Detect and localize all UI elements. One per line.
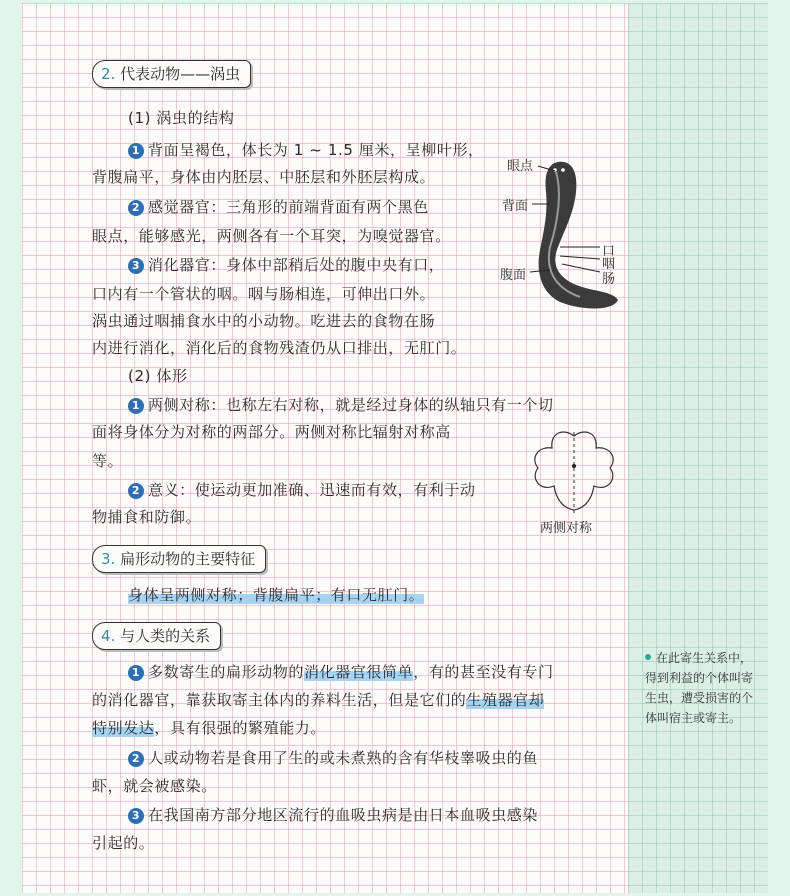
highlight-digestive: 消化器官很简单	[304, 663, 414, 681]
badge-2: 2	[128, 200, 144, 216]
relation-p1-line2: 的消化器官，靠获取寄主体内的养料生活，但是它们的生殖器官却	[92, 691, 545, 709]
section-3-header	[92, 545, 266, 573]
symmetry-center	[572, 464, 576, 468]
badge-2b: 2	[128, 483, 144, 499]
structure-heading: (1) 涡虫的结构	[128, 109, 235, 127]
shape-p1-line1: 1 两侧对称：也称左右对称，就是经过身体的纵轴只有一个切	[128, 395, 554, 415]
features-text: 身体呈两侧对称；背腹扁平；有口无肛门。	[128, 586, 425, 604]
shape-p2-line2: 物捕食和防御。	[92, 508, 202, 526]
bilateral-symmetry-figure	[528, 428, 620, 514]
relation-p2-line1: 2 人或动物若是食用了生的或未煮熟的含有华枝睾吸虫的鱼	[128, 748, 538, 768]
intestine-pointer	[562, 264, 600, 272]
structure-p1-line2: 背腹扁平，身体由内胚层、中胚层和外胚层构成。	[92, 168, 436, 186]
side-margin	[628, 3, 768, 893]
shape-p1-line3: 等。	[92, 452, 124, 470]
eye-spot-right	[561, 168, 565, 172]
structure-p2-line2: 眼点，能够感光，两侧各有一个耳突，为嗅觉器官。	[92, 227, 451, 245]
relation-p2-line2: 虾，就会被感染。	[92, 777, 217, 795]
badge-3c: 3	[128, 808, 144, 824]
pharynx-pointer	[560, 256, 600, 259]
section-2-number: 2.	[101, 65, 116, 83]
section-3-title: 扁形动物的主要特征	[120, 550, 256, 568]
section-4-title: 与人类的关系	[120, 627, 211, 645]
section-2-title: 代表动物——涡虫	[120, 65, 241, 83]
label-back: 背面	[502, 199, 529, 214]
label-pharynx: 咽	[602, 257, 616, 272]
badge-2c: 2	[128, 751, 144, 767]
structure-p3-line3: 涡虫通过咽捕食水中的小动物。吃进去的食物在肠	[92, 312, 436, 330]
section-4-header	[92, 622, 221, 650]
shape-p1-line2: 面将身体分为对称的两部分。两侧对称比辐射对称高	[92, 423, 451, 441]
badge-1c: 1	[128, 665, 144, 681]
section-2-header	[92, 60, 251, 88]
label-mouth: 口	[602, 244, 616, 259]
highlight-reproductive: 生殖器官却	[466, 691, 545, 709]
structure-p2-line1: 2 感觉器官：三角形的前端背面有两个黑色	[128, 197, 429, 217]
section-3-number: 3.	[101, 550, 116, 568]
symmetry-caption: 两侧对称	[540, 521, 593, 536]
shape-heading: (2) 体形	[128, 367, 188, 385]
label-intestine: 肠	[602, 272, 616, 287]
structure-p1-line1: 1 背面呈褐色，体长为 1 ~ 1.5 厘米，呈柳叶形，	[128, 140, 484, 160]
eye-spot-left	[553, 168, 557, 172]
badge-3: 3	[128, 258, 144, 274]
relation-p1-line3: 特别发达，具有很强的繁殖能力。	[92, 719, 327, 737]
label-belly: 腹面	[500, 268, 527, 283]
relation-p3-line1: 3 在我国南方部分地区流行的血吸虫病是由日本血吸虫感染	[128, 805, 538, 825]
relation-p1-line1: 1 多数寄生的扁形动物的消化器官很简单，有的甚至没有专门	[128, 662, 554, 682]
highlight-developed: 特别发达	[92, 719, 155, 737]
note-bullet-icon	[645, 654, 651, 660]
badge-1b: 1	[128, 398, 144, 414]
label-eye-spot: 眼点	[507, 159, 534, 174]
shape-p2-line1: 2 意义：使运动更加准确、迅速而有效，有利于动	[128, 480, 476, 500]
section-4-number: 4.	[101, 627, 116, 645]
flatworm-figure	[500, 152, 625, 317]
relation-p3-line2: 引起的。	[92, 834, 155, 852]
badge-1: 1	[128, 143, 144, 159]
structure-p3-line2: 口内有一个管状的咽。咽与肠相连，可伸出口外。	[92, 285, 436, 303]
side-note: 在此寄生关系中，得到利益的个体叫寄生虫，遭受损害的个体叫宿主或寄主。	[645, 651, 754, 725]
structure-p3-line1: 3 消化器官：身体中部稍后处的腹中央有口，	[128, 255, 444, 275]
structure-p3-line4: 内进行消化，消化后的食物残渣仍从口排出，无肛门。	[92, 339, 467, 357]
